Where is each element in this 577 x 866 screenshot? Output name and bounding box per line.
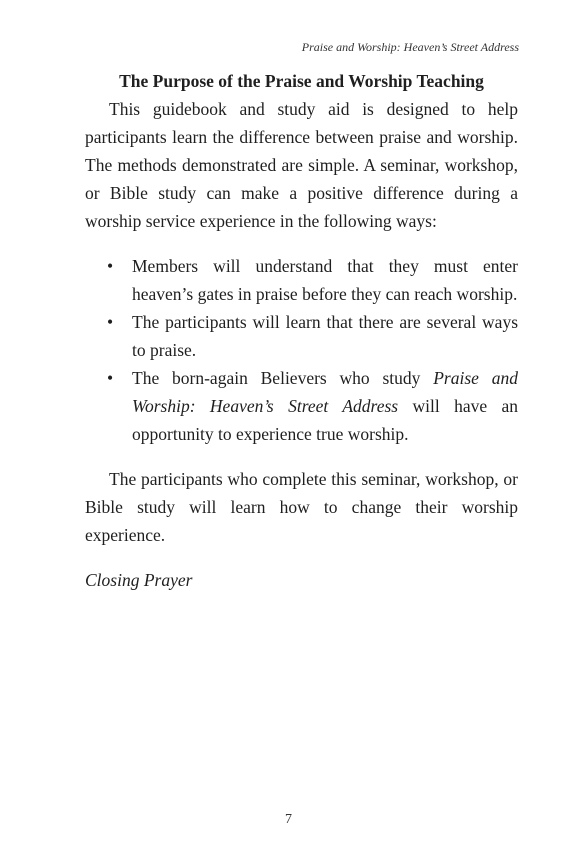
bullet-item (85, 252, 518, 308)
page-content (85, 67, 518, 594)
section-title: The Purpose of the Praise and Worship Teaching (119, 71, 484, 91)
bullet-text: Members will understand that they must enter heaven’s gates in praise before they can reach worship. (132, 256, 518, 304)
bullet-icon: • (107, 256, 114, 276)
bullet-item (85, 308, 518, 364)
bullet-icon: • (107, 312, 114, 332)
running-header: Praise and Worship: Heaven’s Street Address (301, 40, 519, 54)
bullet-text-before: The born-again Believers who study (132, 368, 434, 388)
closing-prayer: Closing Prayer (85, 570, 193, 590)
bullet-item (85, 364, 518, 448)
intro-paragraph: This guidebook and study aid is designed to help participants learn the difference between praise and worship. The methods demonstrated are simple. A seminar, workshop, or Bible study can make a positive difference during a worship service experience in the following ways: (85, 99, 518, 231)
conclusion-paragraph: The participants who complete this seminar, workshop, or Bible study will learn how to change their worship experience. (85, 469, 518, 545)
bullet-icon: • (107, 368, 114, 388)
bullet-text-after: will have an opportunity to experience true worship. (132, 396, 519, 444)
page-number: 7 (285, 812, 292, 827)
book-title-italic: Praise and Worship: Heaven’s Street Address (132, 368, 518, 416)
bullet-list (85, 252, 518, 448)
bullet-text: The participants will learn that there are several ways to praise. (132, 312, 518, 360)
